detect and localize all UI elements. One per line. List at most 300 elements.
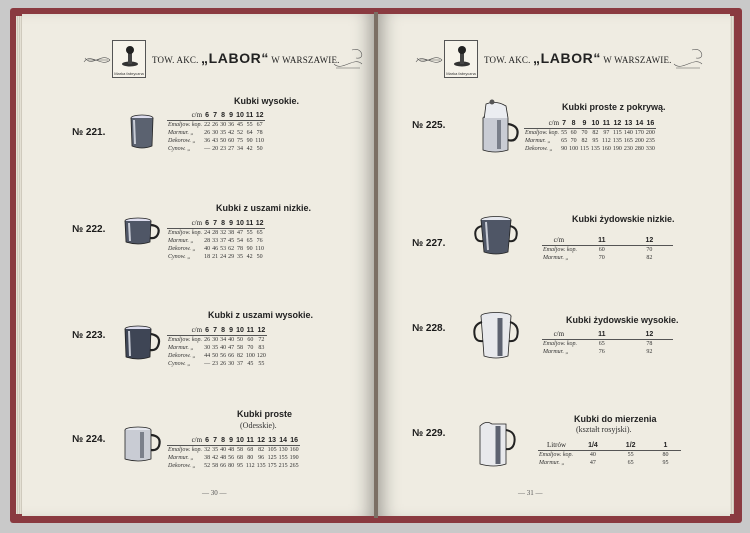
- col-header: 11: [602, 119, 611, 127]
- lamp-icon: [451, 44, 473, 68]
- table-row: [542, 246, 673, 255]
- cell: 68: [236, 455, 243, 461]
- section-title: Kubki żydowskie wysokie.: [566, 315, 679, 325]
- cell: 21: [212, 254, 219, 260]
- col-header: 6: [203, 436, 211, 446]
- cell: 70: [581, 130, 588, 136]
- cell: 160: [289, 447, 299, 453]
- cell: 36: [228, 122, 235, 128]
- cell: 60: [247, 337, 254, 343]
- cell: 65: [561, 138, 568, 144]
- cell: 24: [204, 230, 211, 236]
- cell: 65: [627, 460, 634, 466]
- col-header: 11: [246, 436, 254, 444]
- price-table: [167, 436, 300, 470]
- cell: 97: [603, 130, 610, 136]
- col-header: 7: [211, 219, 219, 229]
- col-header: 11: [246, 326, 255, 334]
- cell: 40: [589, 452, 596, 458]
- cell: 40: [228, 337, 235, 343]
- cell: 95: [662, 460, 669, 466]
- ornament-icon: [82, 46, 112, 74]
- row-label: Emaljow. kop.: [543, 247, 578, 253]
- right-page: [378, 14, 730, 516]
- section-subtitle: (kształt rosyjski).: [576, 425, 632, 434]
- cell: 55: [246, 230, 253, 236]
- cell: 55: [246, 122, 253, 128]
- cell: 70: [570, 138, 577, 144]
- col-header: 1: [650, 441, 682, 451]
- cell: 68: [247, 447, 254, 453]
- row-label: Dekorow. „: [525, 146, 553, 152]
- cell: 76: [256, 238, 263, 244]
- cell: 38: [228, 230, 235, 236]
- section-title: Kubki z uszami nizkie.: [216, 203, 312, 213]
- cell: 95: [236, 463, 243, 469]
- cell: 27: [228, 146, 235, 152]
- item-number: № 221.: [72, 127, 106, 138]
- col-header: 10: [236, 111, 244, 119]
- cell: 92: [646, 349, 653, 355]
- col-header: 13: [268, 436, 277, 444]
- row-label: Emaljow. kop.: [168, 122, 203, 128]
- cell: 35: [212, 447, 219, 453]
- cell: —: [204, 361, 211, 367]
- low-mug-handle-icon: [120, 216, 164, 248]
- cell: 135: [612, 138, 622, 144]
- col-header: 6: [203, 111, 211, 121]
- table-row: [167, 121, 265, 130]
- col-header: 9: [227, 111, 235, 121]
- col-header: 10: [236, 436, 244, 444]
- cell: 52: [204, 463, 211, 469]
- row-label: Dekorow. „: [168, 138, 196, 144]
- cell: 62: [228, 246, 235, 252]
- table-row: [167, 129, 265, 137]
- table-row: [167, 336, 267, 345]
- cell: 22: [204, 122, 211, 128]
- cell: 29: [228, 254, 235, 260]
- item-number: № 229.: [412, 428, 446, 439]
- cell: 53: [220, 246, 227, 252]
- table-row: [167, 137, 265, 145]
- cell: 46: [212, 246, 219, 252]
- cell: 67: [256, 122, 263, 128]
- row-label: Emaljow. kop.: [539, 452, 574, 458]
- row-label: Dekorow. „: [168, 463, 196, 469]
- col-header: 8: [219, 326, 227, 336]
- cell: 80: [228, 463, 235, 469]
- row-label: Cynow. „: [168, 361, 191, 367]
- cell: 190: [289, 455, 299, 461]
- col-header: c/m: [542, 330, 578, 340]
- cell: 56: [220, 353, 227, 359]
- col-header: 10: [236, 326, 244, 334]
- lamp-icon: [119, 44, 141, 68]
- cell: 90: [561, 146, 568, 152]
- item-number: № 223.: [72, 330, 106, 341]
- cell: 55: [561, 130, 568, 136]
- cell: 83: [258, 345, 265, 351]
- cell: 105: [267, 447, 277, 453]
- col-header: 8: [219, 436, 227, 446]
- cell: 42: [212, 455, 219, 461]
- price-table: [524, 119, 656, 153]
- ornament-icon: [672, 46, 706, 76]
- price-table: [542, 330, 673, 356]
- cell: 47: [236, 230, 243, 236]
- cell: 160: [601, 146, 611, 152]
- tall-mug-handle-icon: [120, 324, 164, 364]
- page-header: [84, 40, 364, 80]
- cell: 35: [220, 130, 227, 136]
- col-header: 16: [290, 436, 299, 444]
- cell: 95: [592, 138, 599, 144]
- cell: 28: [204, 238, 211, 244]
- cell: 42: [246, 146, 253, 152]
- col-header: 12: [257, 326, 266, 334]
- cell: 215: [278, 463, 288, 469]
- table-row: [167, 253, 265, 261]
- cell: 125: [267, 455, 277, 461]
- cell: 75: [236, 138, 243, 144]
- company-brand: „LABOR“: [201, 50, 269, 66]
- cell: 65: [598, 341, 605, 347]
- section-title: Kubki z uszami wysokie.: [208, 310, 314, 320]
- price-table: [167, 219, 265, 261]
- col-header: c/m: [167, 111, 203, 121]
- cell: 120: [256, 353, 266, 359]
- table-row: [538, 451, 681, 460]
- cell: 44: [204, 353, 211, 359]
- tall-mug-icon: [124, 112, 160, 152]
- cell: 60: [598, 247, 605, 253]
- col-header: 8: [568, 119, 579, 129]
- cell: 32: [220, 230, 227, 236]
- cell: 72: [258, 337, 265, 343]
- cell: 36: [204, 138, 211, 144]
- cell: 66: [220, 463, 227, 469]
- cell: 18: [204, 254, 211, 260]
- cell: 80: [662, 452, 669, 458]
- section-title: Kubki do mierzenia: [574, 414, 657, 424]
- cell: 47: [589, 460, 596, 466]
- price-table: [542, 236, 673, 262]
- cell: 175: [267, 463, 277, 469]
- straight-mug-icon: [120, 424, 164, 466]
- cell: 76: [598, 349, 605, 355]
- cell: 55: [258, 361, 265, 367]
- cell: 47: [228, 345, 235, 351]
- col-header: 12: [255, 219, 264, 227]
- cell: 40: [204, 246, 211, 252]
- cell: 45: [236, 122, 243, 128]
- row-label: Emaljow. kop.: [168, 447, 203, 453]
- cell: 115: [612, 130, 622, 136]
- table-row: [167, 229, 265, 238]
- cell: 30: [228, 361, 235, 367]
- cell: 34: [236, 146, 243, 152]
- col-header: 12: [257, 436, 266, 444]
- col-header: c/m: [167, 436, 203, 446]
- col-header: 10: [591, 119, 600, 127]
- company-prefix: TOW. AKC.: [484, 55, 531, 65]
- left-page: [22, 14, 374, 516]
- cell: 35: [212, 345, 219, 351]
- cell: 66: [228, 353, 235, 359]
- row-label: Marmur. „: [168, 345, 194, 351]
- cell: 82: [258, 447, 265, 453]
- factory-logo: [444, 40, 478, 78]
- col-header: 9: [227, 326, 235, 336]
- cell: 50: [256, 254, 263, 260]
- company-suffix: W WARSZAWIE.: [603, 55, 672, 65]
- cell: 60: [228, 138, 235, 144]
- table-row: [167, 145, 265, 153]
- cell: 42: [246, 254, 253, 260]
- page-number: — 30 —: [202, 489, 227, 497]
- cell: 65: [246, 238, 253, 244]
- company-prefix: TOW. AKC.: [152, 55, 199, 65]
- price-table: [538, 441, 681, 467]
- ornament-icon: [332, 46, 366, 76]
- cell: 30: [212, 337, 219, 343]
- row-label: Emaljow. kop.: [525, 130, 560, 136]
- col-header: 14: [635, 119, 644, 127]
- cell: 82: [236, 353, 243, 359]
- cell: 45: [228, 238, 235, 244]
- cell: 200: [634, 138, 644, 144]
- cell: 26: [212, 122, 219, 128]
- cell: 140: [623, 130, 633, 136]
- item-number: № 222.: [72, 224, 106, 235]
- table-row: [542, 254, 673, 262]
- cell: 110: [255, 246, 265, 252]
- cell: 64: [246, 130, 253, 136]
- cell: 34: [220, 337, 227, 343]
- col-header: 12: [613, 119, 622, 127]
- table-row: [542, 348, 673, 356]
- item-number: № 227.: [412, 238, 446, 249]
- cell: 100: [569, 146, 579, 152]
- col-header: 11: [578, 236, 625, 246]
- cell: 24: [220, 254, 227, 260]
- cell: 65: [256, 230, 263, 236]
- item-number: № 224.: [72, 434, 106, 445]
- cell: 55: [627, 452, 634, 458]
- table-row: [524, 137, 656, 145]
- col-header: 9: [227, 436, 235, 446]
- two-handle-tall-mug-icon: [472, 310, 522, 364]
- cell: 50: [212, 353, 219, 359]
- col-header: Litrów: [538, 441, 574, 451]
- cell: 38: [204, 455, 211, 461]
- cell: 70: [598, 255, 605, 261]
- page-header: [416, 40, 706, 80]
- row-label: Emaljow. kop.: [168, 337, 203, 343]
- table-row: [167, 352, 267, 360]
- company-brand: „LABOR“: [533, 50, 601, 66]
- cell: 50: [220, 138, 227, 144]
- two-handle-low-mug-icon: [472, 214, 520, 260]
- cell: 78: [646, 341, 653, 347]
- price-table: [167, 326, 267, 368]
- price-table: [167, 111, 265, 153]
- row-label: Marmur. „: [543, 349, 569, 355]
- col-header: c/m: [167, 326, 203, 336]
- table-row: [167, 344, 267, 352]
- section-title: Kubki żydowskie nizkie.: [572, 214, 675, 224]
- cell: 30: [212, 130, 219, 136]
- table-row: [542, 340, 673, 349]
- cell: 35: [236, 254, 243, 260]
- cell: 40: [220, 447, 227, 453]
- cell: 70: [247, 345, 254, 351]
- cell: 82: [581, 138, 588, 144]
- col-header: 11: [245, 219, 254, 227]
- cell: 43: [212, 138, 219, 144]
- cell: 58: [236, 345, 243, 351]
- table-row: [167, 462, 300, 470]
- col-header: 11: [245, 111, 254, 119]
- cell: 82: [592, 130, 599, 136]
- cell: 23: [212, 361, 219, 367]
- col-header: 6: [203, 326, 211, 336]
- cell: 155: [278, 455, 288, 461]
- cell: 200: [645, 130, 655, 136]
- col-header: 1/2: [612, 441, 650, 451]
- cell: 30: [204, 345, 211, 351]
- row-label: Marmur. „: [168, 238, 194, 244]
- cell: 20: [212, 146, 219, 152]
- cell: 165: [623, 138, 633, 144]
- cell: 26: [220, 361, 227, 367]
- row-label: Marmur. „: [168, 130, 194, 136]
- row-label: Marmur. „: [525, 138, 551, 144]
- cell: 78: [236, 246, 243, 252]
- cell: 42: [228, 130, 235, 136]
- cell: 90: [246, 246, 253, 252]
- table-row: [538, 459, 681, 467]
- col-header: 16: [646, 119, 655, 127]
- row-label: Emaljow. kop.: [168, 230, 203, 236]
- cell: 60: [570, 130, 577, 136]
- measuring-mug-icon: [472, 418, 518, 470]
- row-label: Cynow. „: [168, 146, 191, 152]
- row-label: Emaljow. kop.: [543, 341, 578, 347]
- cell: 37: [236, 361, 243, 367]
- logo-caption: Marka fabryczna: [446, 71, 476, 76]
- table-row: [167, 360, 267, 368]
- cell: 26: [204, 130, 211, 136]
- cell: 90: [246, 138, 253, 144]
- table-row: [167, 446, 300, 455]
- table-row: [524, 129, 656, 138]
- col-header: c/m: [524, 119, 560, 129]
- cell: 235: [645, 138, 655, 144]
- row-label: Marmur. „: [168, 455, 194, 461]
- item-number: № 225.: [412, 120, 446, 131]
- cell: 58: [236, 447, 243, 453]
- cell: 82: [646, 255, 653, 261]
- cell: 54: [236, 238, 243, 244]
- cell: 23: [220, 146, 227, 152]
- cell: 40: [220, 345, 227, 351]
- cell: —: [204, 146, 211, 152]
- row-label: Cynow. „: [168, 254, 191, 260]
- col-header: 9: [579, 119, 590, 129]
- cell: 280: [634, 146, 644, 152]
- row-label: Dekorow. „: [168, 353, 196, 359]
- cell: 110: [255, 138, 265, 144]
- factory-logo: [112, 40, 146, 78]
- cell: 52: [236, 130, 243, 136]
- cell: 48: [228, 447, 235, 453]
- col-header: c/m: [167, 219, 203, 229]
- cell: 48: [220, 455, 227, 461]
- col-header: 7: [211, 436, 219, 446]
- cell: 135: [256, 463, 266, 469]
- lidded-mug-icon: [478, 98, 524, 156]
- cell: 130: [278, 447, 288, 453]
- table-row: [524, 145, 656, 153]
- col-header: 7: [560, 119, 568, 129]
- cell: 50: [236, 337, 243, 343]
- section-title: Kubki wysokie.: [234, 96, 300, 106]
- table-row: [167, 237, 265, 245]
- company-name: [484, 50, 672, 66]
- col-header: 8: [219, 219, 227, 229]
- cell: 115: [580, 146, 589, 152]
- cell: 112: [245, 463, 255, 469]
- col-header: c/m: [542, 236, 578, 246]
- cell: 26: [204, 337, 211, 343]
- col-header: 11: [578, 330, 625, 340]
- cell: 330: [645, 146, 655, 152]
- col-header: 7: [211, 326, 219, 336]
- cell: 135: [590, 146, 600, 152]
- col-header: 12: [625, 236, 673, 246]
- ornament-icon: [414, 46, 444, 74]
- cell: 265: [289, 463, 299, 469]
- row-label: Marmur. „: [543, 255, 569, 261]
- table-row: [167, 454, 300, 462]
- col-header: 14: [279, 436, 288, 444]
- cell: 56: [228, 455, 235, 461]
- cell: 112: [601, 138, 611, 144]
- col-header: 10: [236, 219, 244, 227]
- cell: 33: [212, 238, 219, 244]
- cell: 45: [247, 361, 254, 367]
- section-title: Kubki proste z pokrywą.: [562, 102, 666, 112]
- cell: 230: [623, 146, 633, 152]
- table-row: [167, 245, 265, 253]
- cell: 80: [247, 455, 254, 461]
- col-header: 12: [625, 330, 673, 340]
- row-label: Marmur. „: [539, 460, 565, 466]
- cell: 50: [256, 146, 263, 152]
- company-suffix: W WARSZAWIE.: [271, 55, 340, 65]
- cell: 96: [258, 455, 265, 461]
- cell: 37: [220, 238, 227, 244]
- col-header: 1/4: [574, 441, 612, 451]
- section-subtitle: (Odesskie).: [240, 421, 277, 430]
- cell: 30: [220, 122, 227, 128]
- cell: 190: [612, 146, 622, 152]
- cell: 32: [204, 447, 211, 453]
- row-label: Dekorow. „: [168, 246, 196, 252]
- section-title: Kubki proste: [237, 409, 293, 419]
